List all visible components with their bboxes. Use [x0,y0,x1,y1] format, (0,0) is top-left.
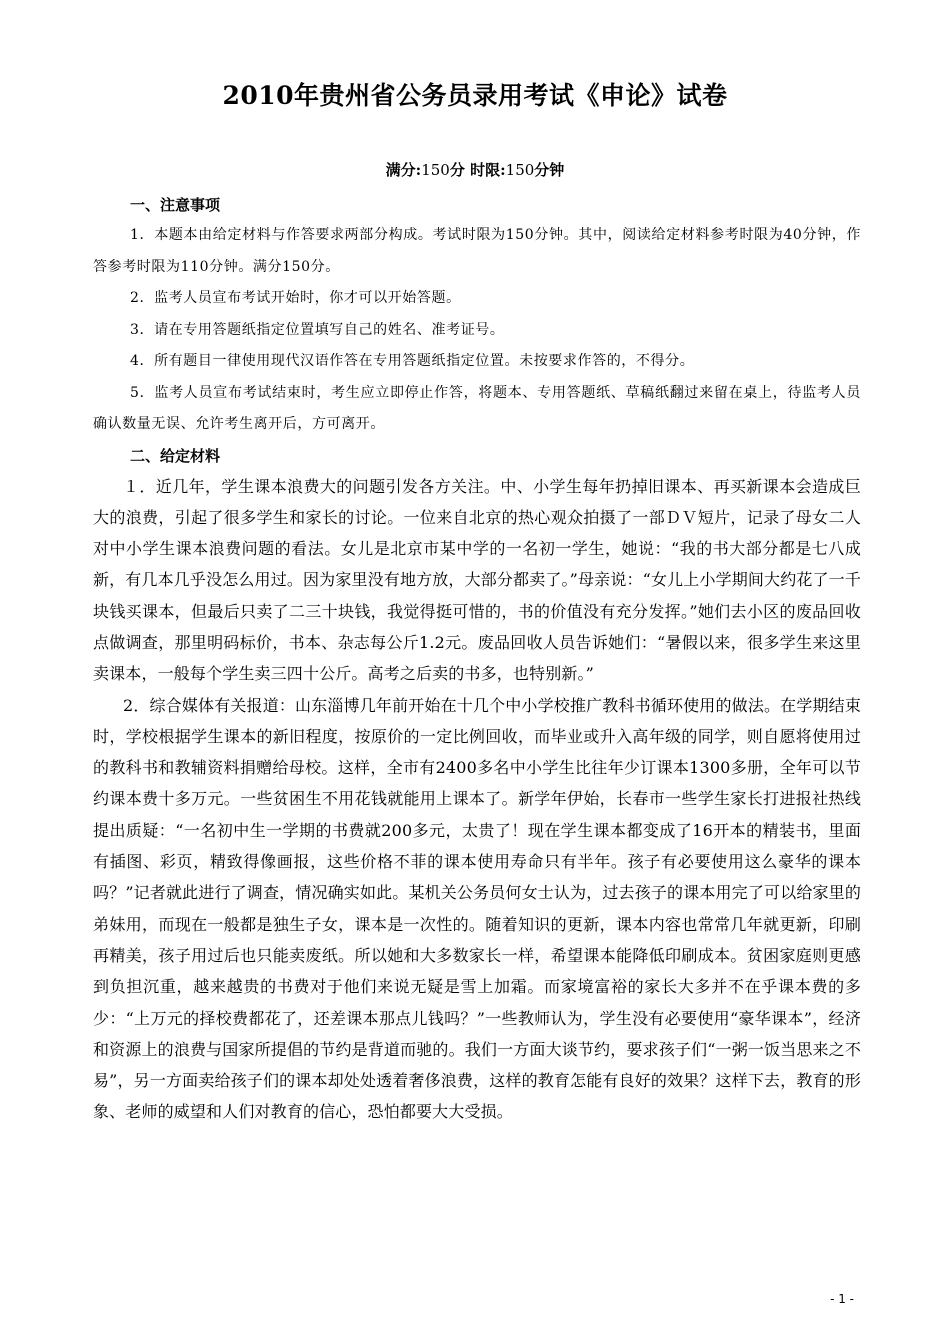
notice-item: 4．所有题目一律使用现代汉语作答在专用答题纸指定位置。未按要求作答的，不得分。 [130,353,695,369]
time-value: 150 [505,161,535,179]
section-heading-materials: 二、给定材料 [130,446,221,465]
time-label: 时限: [470,161,506,179]
notice-item: 5．监考人员宣布考试结束时，考生应立即停止作答，将题本、专用答题纸、草稿纸翻过来留在桌上，待监考人员确认数量无误、允许考生离开后，方可离开。 [93,384,861,432]
page-number: - 1 - [830,1292,854,1306]
notice-item: 1．本题本由给定材料与作答要求两部分构成。考试时限为150分钟。其中，阅读给定材料参考时限为40分钟，作答参考时限为110分钟。满分150分。 [93,227,861,275]
material-paragraph: 2．综合媒体有关报道：山东淄博几年前开始在十几个中小学校推广教科书循环使用的做法。在学期结束时，学校根据学生课本的新旧程度，按原价的一定比例回收，而毕业或升入高年级的同学，则自愿将使用过的教科书和教辅资料捐赠给母校。这样，全市有2400多名中小学生比往年少订课本1300多册，全年可以节约课本费十多万元。一些贫困生不用花钱就能用上课本了。新学年伊始，长春市一些学生家长打进报社热线提出质疑：“一名初中生一学期的书费就200多元，太贵了！现在学生课本都变成了16开本的精装书，里面有插图、彩页，精致得像画报，这些价格不菲的课本使用寿命只有半年。孩子有必要使用这么豪华的课本吗？”记者就此进行了调查，情况确实如此。某机关公务员何女士认为，过去孩子的课本用完了可以给家里的弟妹用，而现在一般都是独生子女，课本是一次性的。随着知识的更新，课本内容也常常几年就更新，印刷再精美，孩子用过后也只能卖废纸。所以她和大多数家长一样，希望课本能降低印刷成本。贫困家庭则更感到负担沉重，越来越贵的书费对于他们来说无疑是雪上加霜。而家境富裕的家长大多并不在乎课本费的多少：“上万元的择校费都花了，还差课本那点儿钱吗？”一些教师认为，学生没有必要使用“豪华课本”，经济和资源上的浪费与国家所提倡的节约是背道而驰的。我们一方面大谈节约，要求孩子们“一粥一饭当思来之不易”，另一方面卖给孩子们的课本却处处透着奢侈浪费，这样的教育怎能有良好的效果？这样下去，教育的形象、老师的威望和人们对教育的信心，恐怕都要大大受损。 [93,695,861,1122]
document-title: 2010年贵州省公务员录用考试《申论》试卷 [222,81,728,110]
notice-item: 2．监考人员宣布考试开始时，你才可以开始答题。 [130,290,461,306]
time-unit: 分钟 [534,161,565,179]
full-score-label: 满分: [385,161,422,179]
exam-meta [0,159,950,180]
full-score-value: 150 [421,161,450,179]
notice-item: 3．请在专用答题纸指定位置填写自己的姓名、准考证号。 [130,321,505,338]
full-score-unit: 分 [449,161,465,179]
section-heading-notice: 一、注意事项 [130,196,221,214]
document-body [93,190,861,1128]
material-paragraph: １．近几年，学生课本浪费大的问题引发各方关注。中、小学生每年扔掉旧课本、再买新课本会造成巨大的浪费，引起了很多学生和家长的讨论。一位来自北京的热心观众拍摄了一部ＤＶ短片，记录了母女二人对中小学生课本浪费问题的看法。女儿是北京市某中学的一名初一学生，她说：“我的书大部分都是七八成新，有几本几乎没怎么用过。因为家里没有地方放，大部分都卖了。”母亲说：“女儿上小学期间大约花了一千块钱买课本，但最后只卖了二三十块钱，我觉得挺可惜的，书的价值没有充分发挥。”她们去小区的废品回收点做调查，那里明码标价，书本、杂志每公斤1.2元。废品回收人员告诉她们：“暑假以来，很多学生来这里卖课本，一般每个学生卖三四十公斤。高考之后卖的书多，也特别新。” [93,476,861,684]
